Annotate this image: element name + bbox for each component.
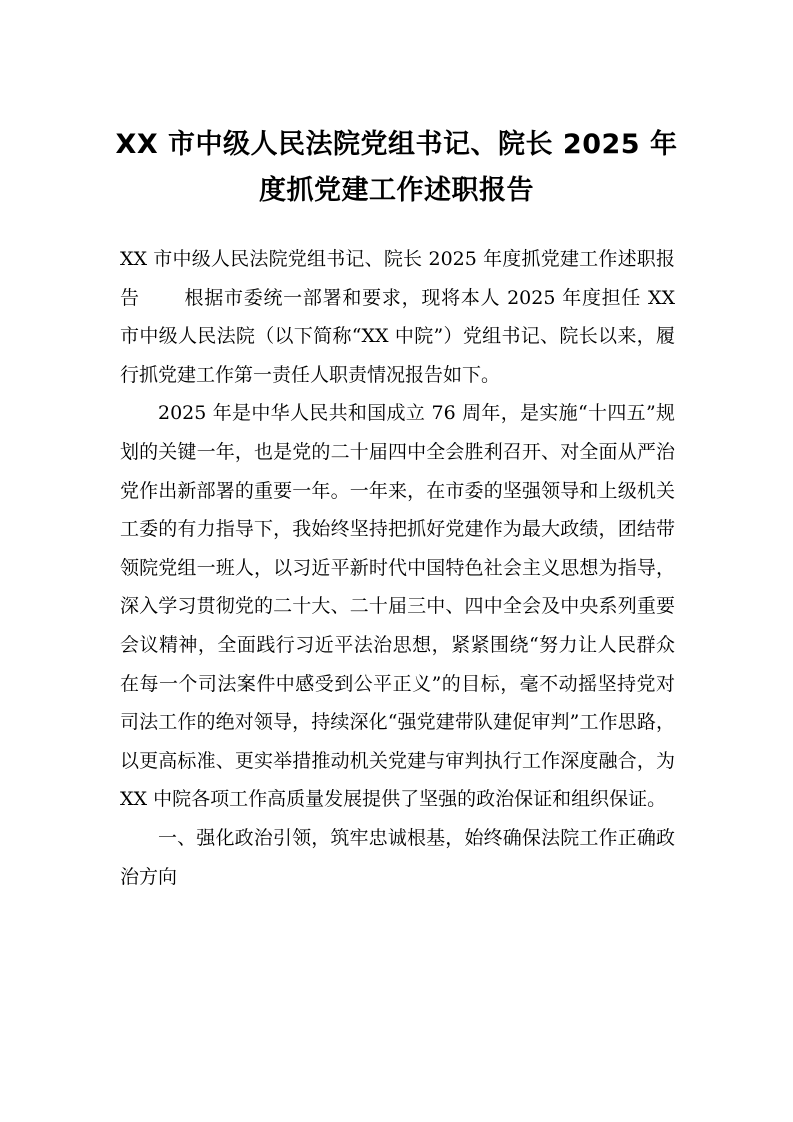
- document-body: [120, 240, 675, 896]
- section-heading-1: 一、强化政治引领，筑牢忠诚根基，始终确保法院工作正确政治方向: [120, 826, 675, 888]
- intro-statement: 根据市委统一部署和要求，现将本人 2025 年度担任 XX 市中级人民法院（以下简称“XX 中院”）党组书记、院长以来，履行抓党建工作第一责任人职责情况报告如下。: [120, 286, 675, 386]
- intro-paragraph: [120, 240, 675, 394]
- title-line-2: 度抓党建工作述职报告: [259, 175, 534, 206]
- document-title: [110, 122, 683, 214]
- title-line-1: XX 市中级人民法院党组书记、院长 2025 年: [115, 129, 678, 160]
- paragraph-overview: 2025 年是中华人民共和国成立 76 周年，是实施“十四五”规划的关键一年，也是党的二十届四中全会胜利召开、对全面从严治党作出新部署的重要一年。一年来，在市委的坚强领导和上级机关工委的有力指导下，我始终坚持把抓好党建作为最大政绩，团结带领院党组一班人，以习近平新时代中国特色社会主义思想为指导，深入学习贯彻党的二十大、二十届三中、四中全会及中央系列重要会议精神，全面践行习近平法治思想，紧紧围绕“努力让人民群众在每一个司法案件中感受到公平正义”的目标，毫不动摇坚持党对司法工作的绝对领导，持续深化“强党建带队建促审判”工作思路，以更高标准、更实举措推动机关党建与审判执行工作深度融合，为 XX 中院各项工作高质量发展提供了坚强的政治保证和组织保证。: [120, 402, 675, 811]
- intro-report-name: XX 市中级人民法院党组书记、院长 2025 年度抓党建工作述职报告: [120, 248, 675, 309]
